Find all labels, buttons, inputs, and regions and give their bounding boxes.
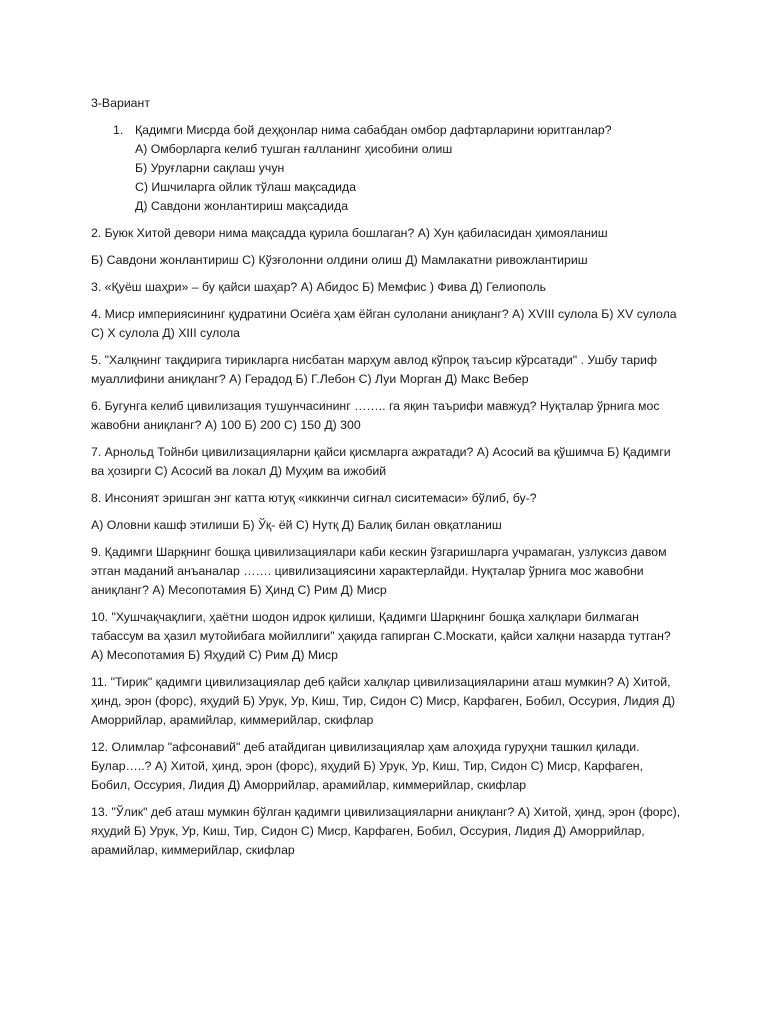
question-4: 4. Миср империясининг қудратини Осиёга ҳам ёйган сулолани аниқланг? А) XVIII сулола Б) XV сулола С) X сулола Д) XIII сулола — [91, 307, 677, 340]
question-7: 7. Арнольд Тойнби цивилизацияларни қайси қисмларга ажратади? А) Асосий ва қўшимча Б) Қадимги ва ҳозирги С) Асосий ва локал Д) Муҳим ва ижобий — [91, 445, 671, 478]
question-10: 10. "Хушчақчақлиги, ҳаётни шодон идрок қилиши, Қадимги Шарқнинг бошқа халқлари билмаган табассум ва ҳазил мутойибага мойиллиги" ҳақида гапирган С.Москати, қайси халқни назарда тутган? А) Месопотамия Б) Яҳудий С) Рим Д) Миср — [91, 610, 671, 662]
question-1-text: Қадимги Мисрда бой деҳқонлар нима сабабдан омбор дафтарларини юритганлар? — [135, 123, 612, 137]
document-page — [91, 94, 681, 868]
question-13: 13. "Ўлик" деб аташ мумкин бўлган қадимги цивилизацияларни аниқланг? А) Хитой, ҳинд, эрон (форс), яҳудий Б) Урук, Ур, Киш, Тир, Сидон С) Миср, Карфаген, Бобил, Оссурия, Лидия Д) Аморрийлар, арамийлар, киммерийлар, скифлар — [91, 805, 681, 857]
question-5: 5. "Халқнинг тақдирига тирикларга нисбатан марҳум авлод кўпроқ таъсир кўрсатади" . Ушбу тариф муаллифини аниқланг? А) Герадод Б) Г.Лебон С) Луи Морган Д) Макс Вебер — [91, 353, 658, 386]
question-1-option-d: Д) Савдони жонлантириш мақсадида — [135, 199, 349, 213]
question-1-body — [135, 121, 612, 216]
question-8: 8. Инсоният эришган энг катта ютуқ «иккинчи сигнал сиситемаси» бўлиб, бу-? — [91, 491, 537, 505]
question-2: 2. Буюк Хитой девори нима мақсадда қурила бошлаган? А) Хун қабиласидан ҳимояланиш — [91, 226, 608, 240]
question-1-option-b: Б) Уруғларни сақлаш учун — [135, 161, 285, 175]
question-12: 12. Олимлар "афсонавий" деб атайдиган цивилизациялар ҳам алоҳида гуруҳни ташкил қилади. Булар…..? А) Хитой, ҳинд, эрон (форс), яҳудий Б) Урук, Ур, Киш, Тир, Сидон С) Миср, Карфаген, Бобил, Оссурия, Лидия Д) Аморрийлар, арамийлар, киммерийлар, скифлар — [91, 740, 643, 792]
question-3: 3. «Қуёш шаҳри» – бу қайси шаҳар? А) Абидос Б) Мемфис ) Фива Д) Гелиополь — [91, 280, 547, 294]
question-1-option-a: А) Омборларга келиб тушган ғалланинг ҳисобини олиш — [135, 142, 453, 156]
question-8-options: А) Оловни кашф этилиши Б) Ўқ- ёй С) Нутқ Д) Балиқ билан овқатланиш — [91, 518, 502, 532]
question-6: 6. Бугунга келиб цивилизация тушунчасининг …….. га яқин таърифи мавжуд? Нуқталар ўрнига мос жавобни аниқланг? А) 100 Б) 200 С) 150 Д) 300 — [91, 399, 660, 432]
variant-heading: 3-Вариант — [91, 96, 150, 110]
question-9: 9. Қадимги Шарқнинг бошқа цивилизациялари каби кескин ўзгаришларга учрамаган, узлуксиз давом этган маданий анъаналар ……. цивилизациясини характерлайди. Нуқталар ўрнига мос жавобни аниқланг? А) Месопотамия Б) Ҳинд С) Рим Д) Миср — [91, 545, 667, 597]
question-1-option-c: С) Ишчиларга ойлик тўлаш мақсадида — [135, 180, 357, 194]
question-1-number: 1. — [113, 123, 124, 137]
question-1 — [113, 121, 681, 216]
question-11: 11. "Тирик" қадимги цивилизациялар деб қайси халқлар цивилизацияларини аташ мумкин? А) Хитой, ҳинд, эрон (форс), яҳудий Б) Урук, Ур, Киш, Тир, Сидон С) Миср, Карфаген, Бобил, Оссурия, Лидия Д) Аморрийлар, арамийлар, киммерийлар, скифлар — [91, 675, 676, 727]
question-2-options: Б) Савдони жонлантириш С) Кўзғолонни олдини олиш Д) Мамлакатни ривожлантириш — [91, 253, 588, 267]
